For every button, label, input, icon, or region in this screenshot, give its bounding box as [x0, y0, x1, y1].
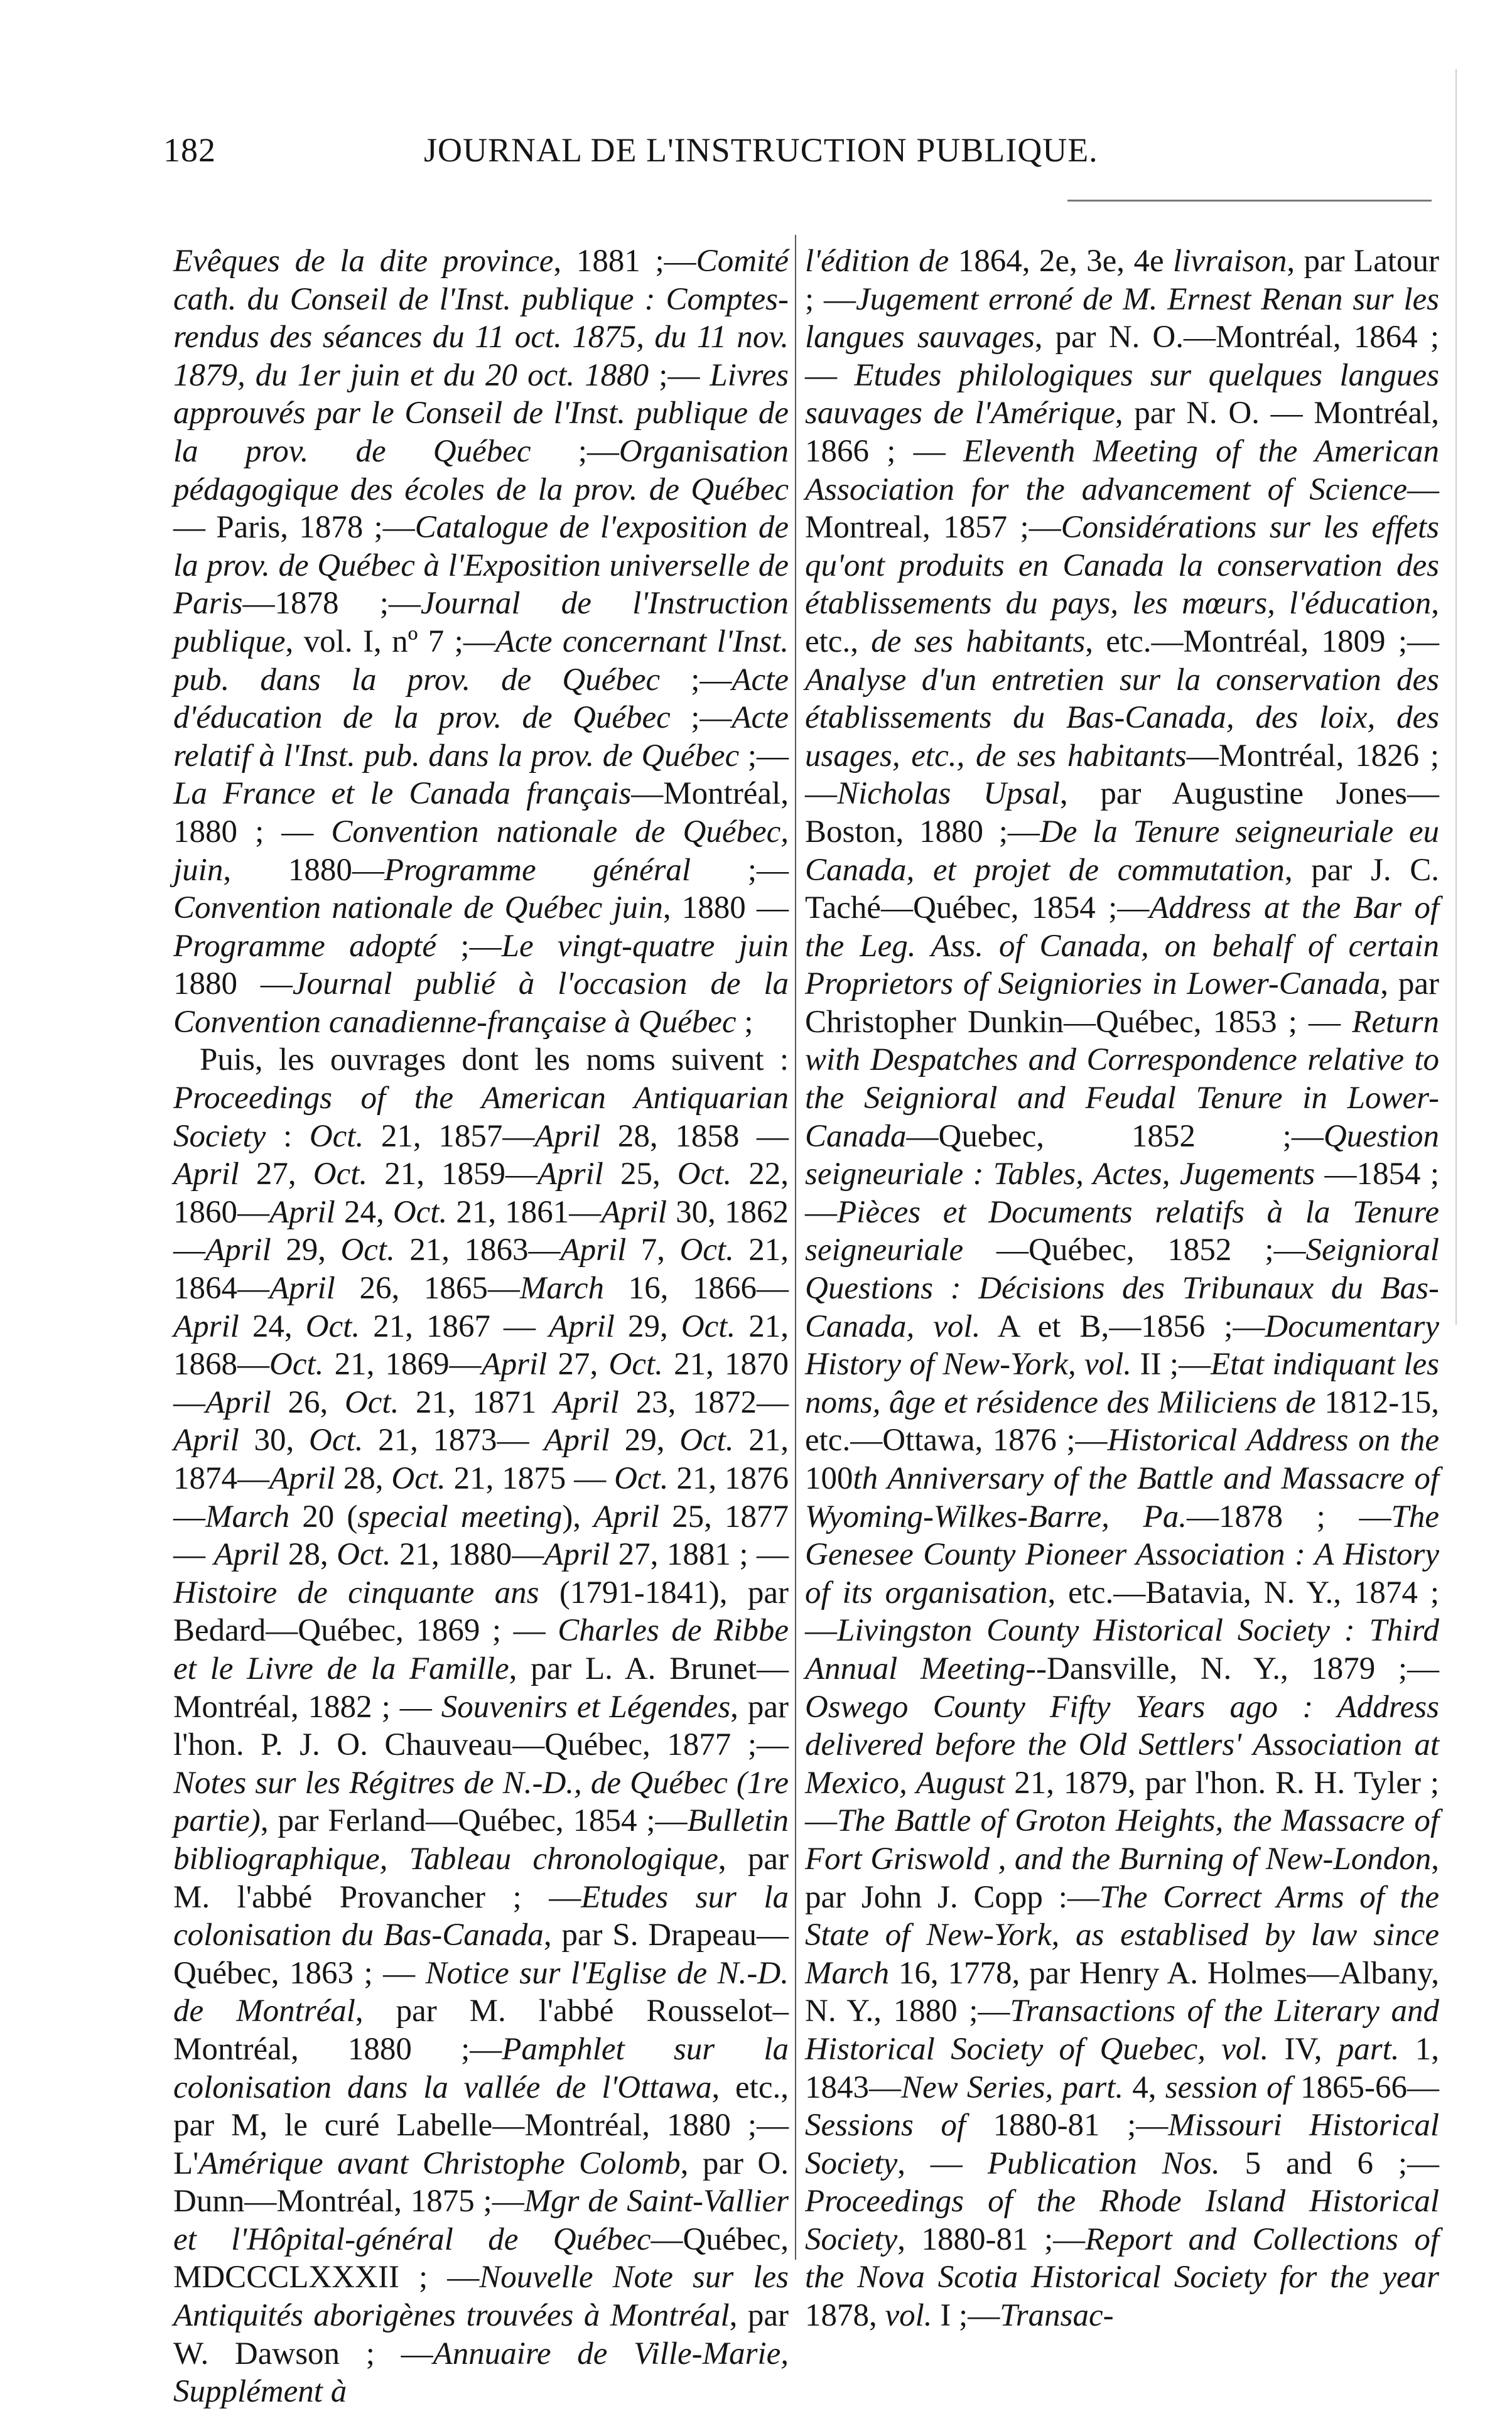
- text-run: , vol. I, nº 7 ;—: [285, 623, 495, 659]
- text-run: 21, 1879, par l'hon. R. H. Tyler ;—: [805, 1765, 1439, 1839]
- text-run: De la Tenure seigneuriale eu Canada, et projet de commutation: [805, 814, 1440, 888]
- right-paragraph-1: [805, 242, 1439, 2335]
- text-run: Convention nationale de Québec juin: [173, 890, 663, 926]
- text-run: 30,: [239, 1423, 309, 1459]
- text-run: March: [205, 1499, 290, 1535]
- text-run: , etc.—Montréal, 1809 ;—: [1085, 623, 1439, 659]
- text-run: Charles de Ribbe et le Livre de la Famille: [173, 1613, 789, 1686]
- text-run: Annuaire de Ville-Marie, Supplément à: [173, 2336, 789, 2410]
- text-run: Oct.: [391, 1461, 446, 1496]
- text-run: 26, 1865—: [335, 1271, 520, 1307]
- text-run: 21, 1874—: [173, 1423, 789, 1496]
- text-run: 21, 1864—: [173, 1232, 789, 1307]
- text-run: Oct.: [344, 1384, 399, 1420]
- text-run: Oct.: [608, 1347, 663, 1383]
- text-run: , 1880—: [223, 852, 384, 888]
- text-run: 27,: [239, 1157, 313, 1192]
- text-run: April: [173, 1308, 239, 1344]
- text-run: Nouvelle Note sur les Antiquités aborigènes trouvées à Montréal: [173, 2260, 789, 2334]
- text-run: 16, 1866—: [603, 1271, 789, 1307]
- text-run: 1864, 2e, 3e, 4e: [949, 244, 1174, 279]
- text-run: Bulletin bibliographique, Tableau chronologique: [173, 1803, 789, 1877]
- text-run: , par Ferland—Québec, 1854 ;—: [260, 1803, 688, 1839]
- text-run: April: [205, 1232, 271, 1268]
- text-run: ;—: [691, 852, 789, 888]
- text-run: 25, 1877 —: [173, 1499, 789, 1573]
- text-run: — Paris, 1878 ;—: [173, 510, 415, 546]
- text-run: , par S. Drapeau—Québec, 1863 ; —: [173, 1917, 789, 1991]
- text-run: II ;—: [1131, 1347, 1211, 1383]
- text-run: Oct.: [269, 1347, 324, 1383]
- text-run: Considérations sur les effets qu'ont produits en Canada la conservation des établissements du pays, les mœurs, l'éducation: [805, 510, 1439, 622]
- text-run: 4,: [1123, 2069, 1165, 2105]
- text-run: Oct.: [313, 1157, 368, 1192]
- text-run: Organisation pédagogique des écoles de la prov. de Québec: [173, 433, 789, 507]
- text-run: Etudes sur la colonisation du Bas-Canada: [173, 1879, 789, 1953]
- text-run: 1878,: [805, 2298, 885, 2334]
- text-run: ;—: [670, 700, 732, 736]
- text-run: Puis, les ouvrages dont les noms suivent :: [200, 1042, 789, 1078]
- text-run: 1812-15, etc.—Ottawa, 1876 ;—: [805, 1384, 1440, 1459]
- text-run: —1854 ;—: [805, 1157, 1439, 1230]
- text-run: session of: [1165, 2069, 1292, 2105]
- text-run: Publication Nos.: [987, 2145, 1220, 2181]
- text-run: ;—: [660, 662, 732, 698]
- text-run: April: [269, 1461, 335, 1496]
- text-run: Oct.: [340, 1232, 395, 1268]
- text-run: Historical Address on the: [1107, 1423, 1439, 1459]
- text-run: 23, 1872—: [618, 1384, 789, 1420]
- text-run: April: [269, 1271, 335, 1307]
- text-run: Catalogue de l'exposition de la prov. de Québec à l'Exposition universelle de Paris: [173, 510, 789, 622]
- text-run: 21, 1868—: [173, 1308, 789, 1383]
- text-run: Acte d'éducation de la prov. de Québec: [173, 662, 789, 736]
- text-run: Comité cath. du Conseil de l'Inst. publique : Comptes-rendus des séances du 11 oct. 1875, du 11 nov. 1879, du 1er juin et du 20 oct. 1880: [173, 244, 789, 393]
- text-run: , par N. O. — Montréal, 1866 ; —: [805, 396, 1439, 469]
- text-run: ;—: [649, 357, 710, 393]
- text-run: April: [481, 1347, 548, 1383]
- text-run: April: [560, 1232, 627, 1268]
- text-run: 21, 1861—: [447, 1194, 602, 1230]
- text-run: Seignioral Questions : Décisions des Tribunaux du Bas-Canada, vol.: [805, 1232, 1439, 1344]
- text-run: IV,: [1268, 2031, 1338, 2067]
- text-run: 27,: [547, 1347, 609, 1383]
- text-run: th Anniversary of the Battle and Massacre of Wyoming-Wilkes-Barre, Pa.: [805, 1461, 1439, 1535]
- text-run: Oct.: [392, 1194, 448, 1230]
- text-run: April: [549, 1308, 615, 1344]
- text-run: Pièces et Documents relatifs à la Tenure seigneuriale: [805, 1194, 1439, 1268]
- text-run: April: [537, 1157, 603, 1192]
- running-title: JOURNAL DE L'INSTRUCTION PUBLIQUE.: [424, 131, 1098, 169]
- text-run: Proceedings of the Rhode Island Historical Society: [805, 2184, 1439, 2257]
- text-run: April: [173, 1423, 239, 1459]
- text-run: Le vingt-quatre juin: [501, 928, 789, 964]
- text-run: 29,: [610, 1423, 680, 1459]
- text-run: Address at the Bar of the Leg. Ass. of Canada, on behalf of certain Proprietors of Seigniories in Lower-Canada: [805, 890, 1439, 1002]
- column-divider: [795, 235, 796, 2260]
- text-run: 21, 1876—: [173, 1461, 789, 1535]
- text-run: April: [544, 1537, 610, 1573]
- text-run: (1791-1841), par Bedard—Québec, 1869 ; —: [173, 1575, 789, 1649]
- text-run: :: [266, 1118, 310, 1154]
- text-run: , —: [897, 2145, 988, 2181]
- text-run: Journal de l'Instruction publique: [173, 586, 789, 659]
- text-run: April: [173, 1157, 239, 1192]
- text-run: , par John J. Copp :—: [805, 1841, 1439, 1915]
- text-run: Jugement erroné de M. Ernest Renan sur les langues sauvages: [805, 281, 1439, 355]
- text-run: April: [205, 1384, 271, 1420]
- text-run: Oct.: [679, 1423, 734, 1459]
- text-run: ;: [736, 1004, 753, 1040]
- text-run: 20 (: [289, 1499, 358, 1535]
- text-run: —1878 ; —: [1186, 1499, 1391, 1535]
- text-run: , par M. l'abbé Rousselot–Montréal, 1880 ;—: [173, 1993, 789, 2067]
- text-run: 21, 1880—: [391, 1537, 544, 1573]
- text-run: Notes sur les Régitres de N.-D., de Québec (1re partie): [173, 1765, 789, 1839]
- text-run: Oct.: [305, 1308, 360, 1344]
- text-run: 16, 1778, par Henry A. Holmes—Albany, N. Y., 1880 ;—: [805, 1955, 1439, 2029]
- text-run: 1865-66—: [1291, 2069, 1439, 2105]
- text-run: —Québec, MDCCCLXXXII ; —: [173, 2221, 789, 2295]
- text-run: Nicholas Upsal: [837, 776, 1060, 812]
- text-run: Proceedings of the American Antiquarian Society: [173, 1081, 789, 1154]
- text-run: —Québec, 1852 ;—: [963, 1232, 1306, 1268]
- text-run: The Correct Arms of the State of New-York, as establised by law since March: [805, 1879, 1439, 1991]
- text-run: 28,: [335, 1461, 392, 1496]
- text-run: 21, 1870—: [173, 1347, 789, 1420]
- text-run: , 1880-81 ;—: [897, 2221, 1086, 2257]
- text-run: April: [593, 1499, 660, 1535]
- text-run: vol.: [885, 2298, 932, 2334]
- text-run: A et B,—1856 ;—: [980, 1308, 1265, 1344]
- text-run: Transactions of the Literary and Historical Society of Quebec, vol.: [805, 1993, 1439, 2067]
- text-run: Mgr de Saint-Vallier et l'Hôpital-général de Québec: [173, 2184, 789, 2257]
- text-run: , par M. l'abbé Provancher ; —: [173, 1841, 789, 1915]
- text-run: New Series, part.: [901, 2069, 1124, 2105]
- text-run: Eleventh Meeting of the American Association for the advancement of Science: [805, 433, 1439, 507]
- left-paragraph-2: [173, 1041, 789, 2410]
- text-run: , par J. C. Taché—Québec, 1854 ;—: [805, 852, 1440, 926]
- text-run: Oct.: [309, 1118, 364, 1154]
- text-run: 24,: [239, 1308, 306, 1344]
- text-run: 1, 1843—: [805, 2031, 1439, 2105]
- text-run: , 1881 ;—: [553, 244, 696, 279]
- text-run: April: [553, 1384, 619, 1420]
- text-run: The Genesee County Pioneer Association : A History of its organisation: [805, 1499, 1440, 1610]
- text-run: 24,: [335, 1194, 393, 1230]
- text-run: Souvenirs et Légendes: [441, 1689, 731, 1725]
- text-run: , etc.,: [805, 586, 1439, 659]
- text-run: Histoire de cinquante ans: [173, 1575, 539, 1610]
- page-header: [163, 131, 1168, 175]
- text-run: Programme général: [384, 852, 691, 888]
- text-run: Evêques de la dite province: [173, 244, 554, 279]
- text-run: Oct.: [337, 1537, 391, 1573]
- text-run: de ses habitants: [871, 623, 1086, 659]
- text-run: La France et le Canada français: [173, 776, 632, 812]
- text-run: April: [213, 1537, 280, 1573]
- text-run: , etc.—Batavia, N. Y., 1874 ;—: [805, 1575, 1439, 1649]
- text-run: 21, 1869—: [323, 1347, 482, 1383]
- text-run: ),: [562, 1499, 594, 1535]
- text-run: —Quebec, 1852 ;—: [906, 1118, 1324, 1154]
- text-run: Oct.: [614, 1461, 669, 1496]
- text-run: —1878 ;—: [242, 586, 421, 622]
- text-run: 28, 1858 —: [600, 1118, 789, 1154]
- text-run: l'édition de: [805, 244, 949, 279]
- text-run: Acte relatif à l'Inst. pub. dans la prov. de Québec: [173, 700, 789, 774]
- text-run: Oct.: [308, 1423, 364, 1459]
- text-run: special meeting: [357, 1499, 563, 1535]
- text-run: , par Latour ; —: [805, 244, 1439, 317]
- text-run: I ;—: [932, 2298, 1000, 2334]
- right-column: [805, 242, 1440, 2334]
- text-run: Pamphlet sur la colonisation dans la vallée de l'Ottawa: [173, 2031, 789, 2105]
- text-run: April: [534, 1118, 601, 1154]
- text-run: 21, 1857—: [364, 1118, 535, 1154]
- text-run: Report and Collections of the Nova Scotia Historical Society for the year: [805, 2221, 1439, 2295]
- text-run: Acte concernant l'Inst. pub. dans la prov. de Québec: [173, 623, 789, 698]
- text-run: Oct.: [679, 1232, 734, 1268]
- text-run: —Montréal, 1826 ;—: [805, 738, 1439, 812]
- text-run: 7,: [626, 1232, 680, 1268]
- text-run: ;—: [531, 433, 619, 469]
- text-run: Transac-: [1000, 2298, 1114, 2334]
- text-run: 26,: [271, 1384, 345, 1420]
- text-run: 1880 —: [173, 966, 293, 1002]
- text-run: ;—: [739, 738, 789, 774]
- text-run: 21, 1867 —: [360, 1308, 549, 1344]
- text-run: ;—: [436, 928, 502, 964]
- text-run: 1880-81 ;—: [966, 2108, 1169, 2144]
- text-run: Livingston County Historical Society : Third Annual Meeting: [805, 1613, 1439, 1686]
- text-run: Return with Despatches and Correspondence relative to the Seignioral and Feudal Tenure in Lower-Canada: [805, 1004, 1439, 1154]
- text-run: Amérique avant Christophe Colomb: [198, 2145, 681, 2181]
- text-run: 21, 1873—: [363, 1423, 544, 1459]
- text-run: , par W. Dawson ; —: [173, 2298, 789, 2371]
- text-run: livraison: [1173, 244, 1287, 279]
- text-run: , 1880 —: [662, 890, 789, 926]
- text-run: 22, 1860—: [173, 1157, 789, 1230]
- text-run: 21, 1859—: [367, 1157, 538, 1192]
- text-run: Analyse d'un entretien sur la conservation des établissements du Bas-Canada, des loix, des usages, etc., de ses habitants: [805, 662, 1439, 774]
- text-run: , par Augustine Jones—Boston, 1880 ;—: [805, 776, 1440, 850]
- text-run: Sessions of: [805, 2108, 966, 2144]
- text-run: March: [519, 1271, 604, 1307]
- header-rule: [1067, 200, 1432, 202]
- page-number: 182: [163, 131, 216, 169]
- text-run: April: [269, 1194, 335, 1230]
- text-run: Programme adopté: [173, 928, 436, 964]
- text-run: , par N. O.—Montréal, 1864 ; —: [805, 320, 1439, 393]
- text-run: , etc., par M, le curé Labelle—Montréal, 1880 ;—L': [173, 2069, 789, 2181]
- left-paragraph-1: [173, 242, 789, 1041]
- text-run: part.: [1337, 2031, 1400, 2067]
- text-run: 21, 1875 —: [445, 1461, 615, 1496]
- text-run: —Montréal, 1880 ; —: [173, 776, 789, 850]
- text-run: , par L. A. Brunet—Montréal, 1882 ; —: [173, 1651, 789, 1725]
- text-run: 29,: [271, 1232, 341, 1268]
- text-run: 30, 1862—: [173, 1194, 789, 1268]
- text-run: Convention nationale de Québec, juin: [173, 814, 789, 888]
- text-run: , par l'hon. P. J. O. Chauveau—Québec, 1877 ;—: [173, 1689, 789, 1763]
- text-run: April: [601, 1194, 667, 1230]
- text-run: Question seigneuriale : Tables, Actes, Jugements: [805, 1118, 1439, 1192]
- text-run: --Dansville, N. Y., 1879 ;—: [1025, 1651, 1439, 1686]
- text-run: Oct.: [681, 1308, 736, 1344]
- text-run: April: [544, 1423, 610, 1459]
- text-run: 27, 1881 ; —: [610, 1537, 789, 1573]
- text-run: Livres approuvés par le Conseil de l'Inst. publique de la prov. de Québec: [173, 357, 789, 469]
- text-run: Documentary History of New-York, vol.: [805, 1308, 1439, 1383]
- text-run: , par Christopher Dunkin—Québec, 1853 ; —: [805, 966, 1440, 1040]
- text-run: Notice sur l'Eglise de N.-D. de Montréal: [173, 1955, 789, 2029]
- text-run: Etat indiquant les noms, âge et résidence des Miliciens de: [805, 1347, 1439, 1420]
- text-run: 25,: [603, 1157, 678, 1192]
- text-run: 100: [805, 1461, 853, 1496]
- text-run: , par O. Dunn—Montréal, 1875 ;—: [173, 2145, 789, 2220]
- left-column: [173, 242, 789, 2410]
- text-run: —Montreal, 1857 ;—: [805, 472, 1439, 546]
- text-run: Oct.: [677, 1157, 732, 1192]
- text-run: Journal publié à l'occasion de la Convention canadienne-française à Québec: [173, 966, 789, 1040]
- text-run: Oswego County Fifty Years ago : Address delivered before the Old Settlers' Association at Mexico, August: [805, 1689, 1439, 1801]
- text-run: Missouri Historical Society: [805, 2108, 1439, 2181]
- text-run: 29,: [614, 1308, 681, 1344]
- text-run: 21, 1871: [399, 1384, 554, 1420]
- text-run: 21, 1863—: [394, 1232, 561, 1268]
- text-run: 5 and 6 ;—: [1219, 2145, 1439, 2181]
- page-edge-rule: [1455, 69, 1457, 1325]
- text-run: Etudes philologiques sur quelques langues sauvages de l'Amérique: [805, 357, 1439, 431]
- text-run: 28,: [279, 1537, 337, 1573]
- text-run: The Battle of Groton Heights, the Massacre of Fort Griswold , and the Burning of New-London: [805, 1803, 1439, 1877]
